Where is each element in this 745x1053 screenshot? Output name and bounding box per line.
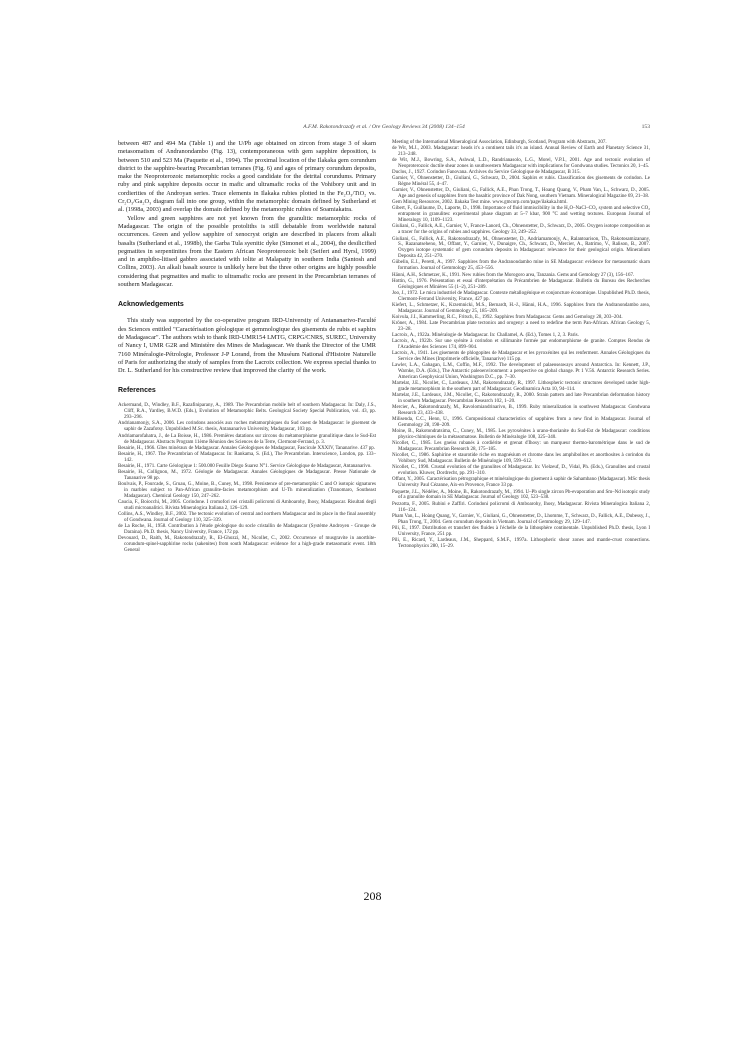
reference-entry: Andriamarofahatra, J., de La Boisse, H., 1986. Premières datations sur zircons du métamorphisme granulitique dans le Sud-Est de Madagascar. Abstracts Program 11ème Réunion des Sciences de la Terre, Clermont-Ferrand, p. 3. (118, 433, 376, 445)
reference-entry: Besairie, H., 1967. The Precambrian of Madagascar. In: Rankama, S. (Ed.), The Precambrian. Interscience, London, pp. 133–142. (118, 451, 376, 463)
discussion-paragraph: between 487 and 494 Ma (Table 1) and the U/Pb age obtained on zircon from stage 3 of skarn metasomatism of Andranondambo (Fig. 13), contemporaneous with gem sapphire deposition, is between 510 and 523 Ma (Paquette et al., 1994). The proximal location of the Ilakaka gem corundum district to the sapphire-bearing Precambrian terranes (Fig. 6) and ages of primary corundum deposits, make the Neoproterozoic metamorphic rocks a good candidate for the detrital corundums. Primary ruby and pink sapphire deposits occur in mafic and ultramafic rocks of the Vohibory unit and in cordierities of the Androyan series. Trace elements in Ilakaka rubies plotted in the Fe₂O₃/TiO₂ vs. Cr₂O₃/Ga₂O₃ diagram fall into one group, within the metamorphic domain defined by Sutherland et al. (1998a, 2003) and overlap the domain defined by the metamorphic rubies of Soamiakatra. (118, 140, 376, 214)
acknowledgements-heading: Acknowledgements (118, 301, 184, 309)
reference-entry: Martelat, J.E., Lardeaux, J.M., Nicollet, C., Rakotondrazafy, R., 2000. Strain pattern and late Precambrian deformation history in southern Madagascar. Precambrian Research 102, 1–20. (392, 393, 650, 405)
reference-entry: Caucia, F., Boiocchi, M., 2005. Corindone. I cromofori nei cristalli policromi di Amboarohy, Ihosy, Madagascar. Risultati degli studi microanalitici. Rivista Mineralogica Italiana 2, 126–129. (118, 500, 376, 512)
reference-entry: Hänni, A.H., Schmetzer, K., 1991. New rubies from the Morogoro area, Tanzania. Gems and Gemology 27 (3), 156–167. (392, 272, 635, 278)
reference-entry: Besairie, H., 1971. Carte Géologique 1: 500.000 Feuille Diego Suarez N°1. Service Géologique de Madagascar, Antananarivo. (118, 463, 372, 469)
reference-entry: Nicollet, C., 1985. Les gneiss rubanés à cordiérite et grenat d'Ihosy: un marqueur thermo-barométrique dans le sud de Madagascar. Precambrian Research 28, 175–185. (392, 441, 650, 453)
reference-entry: Duclos, J., 1927. Corindon Fanovana. Archives du Service Géologique de Madagascar, B 315. (392, 170, 581, 176)
reference-entry: Lacroix, A., 1941. Les gisements de phlogopites de Madagascar et les pyroxénites qui les renferment. Annales Géologiques du Service des Mines (Imprimerie officielle, Tananarive) 115 pp. (392, 351, 650, 362)
reference-entry: Hottin, G., 1976. Présentation et essai d'interprétation du Précambrien de Madagascar. Bulletin du Bureau des Recherches Géologiques et Minières 55 (1–2), 251–289. (392, 278, 650, 290)
reference-entry: Lawler, L.A., Gahagan, L.M., Coffin, M.F., 1992. The development of palaeoseaways around Antarctica. In: Kennett, J.P., Warnke, D.A. (Eds.), The Antarctic paleoenvironment: a perspective on global change. Pt 1 V.56. Antarctic Research Series. American Geophysical Union, Washington D.C., pp. 7–30. (392, 363, 650, 380)
reference-entry: de Wit, M.J., Bowring, S.A., Ashwal, L.D., Randrianasolo, L.G., Morel, V.P.I., 2001. Age and tectonic evolution of Neoproterozoic ductile shear zones in southwestern Madagascar with implications for Gondwana studies. Tectonics 20, 1–45. (392, 158, 650, 170)
reference-entry: Milisenda, C.C., Henn, U., 1996. Compositional characteristics of sapphires from a new find in Madagascar. Journal of Gemmology 28, 198–209. (392, 417, 650, 429)
reference-entry: Meeting of the International Mineralogical Association, Edinburgh, Scotland, Program with Abstracts, 207. (392, 140, 607, 145)
reference-entry: Pham Van, L., Hoàng Quang, V., Garnier, V., Giuliani, G., Ohnenstetter, D., Lhomme, T., Schwarz, D., Fallick, A.E., Dubessy, J., Phan Trong, T., 2004. Gem corundum deposits in Vietnam. Journal of Gemmology 29, 129–147. (392, 513, 650, 525)
reference-entry: Mercier, A., Rakotondrazafy, M., Ravolomiandrinarivo, B., 1999. Ruby mineralization in southwest Madagascar. Gondwana Research 23, 433–438. (392, 405, 650, 417)
reference-entry: Besairie, H., 1966. Gîtes minéraux de Madagascar. Annales Géologiques de Madagascar, Fascicule XXXIV, Tananarive. 437 pp. (118, 445, 375, 451)
references-list-right (392, 140, 650, 550)
references-list-left (118, 403, 376, 554)
reference-entry: Offant, Y., 2005. Caractérisation pétrographique et minéralogique du gisement à saphir de Sahambano (Madagascar). MSc thesis University Paul Cézanne, Aix-en Provence, France 33 pp. (392, 477, 650, 489)
reference-entry: de Wit, M.J., 2003. Madagascar: heads it's a continent tails it's an island. Annual Review of Earth and Planetary Science 31, 213–248. (392, 146, 650, 158)
journal-citation-header: A.F.M. Rakotondrazafy et al. / Ore Geology Reviews 34 (2008) 134–154 (303, 124, 465, 130)
reference-entry: Martelat, J.E., Nicollet, C., Lardeaux, J.M., Rakotondrazafy, R., 1997. Lithospheric tectonic structures developed under high-grade metamorphism in the southern part of Madagascar. Geodinamica Acta 10, 94–114. (392, 381, 650, 393)
left-column (118, 140, 376, 555)
reference-entry: Lacroix, A., 1922b. Sur une syénite à corindon et sillimanite formée par endomorphisme de granite. Comptes Rendus de l'Académie des Sciences 174, 899–904. (392, 338, 650, 350)
reference-entry: Garnier, V., Ohnenstetter, D., Giuliani, G., Schwarz, D., 2004. Saphirs et rubis. Classification des gisements de corindon. Le Règne Minéral 55, 4–47. (392, 176, 650, 188)
acknowledgements-text: This study was supported by the co-operative program IRD-University of Antananarivo-Faculté des Sciences entitled "Caractérisation géologique et gemmologique des gisements de rubis et saphirs de Madagascar". The authors wish to thank IRD-UMR154 LMTG, CRPG/CNRS, SUREC, University of Nancy I, UMR G2R and Ministère des Mines de Madagascar. We thank the Director of the UMR 7160 Minéralogie-Pétrologie, Professor J-P Lorand, from the Muséum National d'Histoire Naturelle of Paris for authorizing the study of samples from the Lacroix collection. We express special thanks to Dr. L. Sutherland for his constructive review that improved the clarity of the work. (118, 317, 376, 375)
reference-entry: Garnier, V., Ohnenstetter, D., Giuliani, G., Fallick, A.E., Phan Trong, T., Hoang Quang, V., Pham Van, L., Schwarz, D., 2005. Age and genesis of sapphires from the basaltic province of Dak Nong, southern Vietnam. Mineralogical Magazine 69, 21–38. (392, 188, 650, 200)
journal-page-number: 153 (641, 124, 650, 130)
reference-entry: Gübelin, E.J., Peretti, A., 1997. Sapphires from the Andranondambo mine in SE Madagascar: evidence for metasomatic skarn formation. Journal of Gemmology 25, 453–556. (392, 260, 650, 272)
reference-entry: Joo, J., 1972. Le mica industriel de Madagascar. Contexte métallogénique et conjoncture économique. Unpublished Ph.D. thesis, Clermont-Ferrand University, France, 427 pp. (392, 290, 650, 302)
reference-entry: Gem Mining Resources, 2002. Ilakaka Test mine. www.gmcorp.com/page/ilakaka.html. (392, 200, 568, 206)
right-column (392, 140, 650, 550)
reference-entry: Andrianamonjy, S.A., 2006. Les corindons associés aux roches métamorphiques du Sud ouest de Madagascar: le gisement de saphir de Zazafotsy. Unpublished M.Sc. thesis, Antananarivo University, Madagascar, 103 pp. (118, 421, 376, 433)
reference-entry: Pili, E., 1997. Distribution et transfert des fluides à l'échelle de la lithosphère continentale. Unpublished Ph.D. thesis, Lyon I University, France, 251 pp. (392, 525, 650, 537)
reference-entry: Boulvais, P., Fourcade, S., Gruau, G., Moine, B., Cuney, M., 1998. Persistence of pre-metamorphic C and O isotopic signatures in marbles subject to Pan-African granulite-facies metamorphism and U-Th mineralization (Tranomaro, Southeast Madagascar). Chemical Geology 150, 247–262. (118, 482, 376, 500)
reference-entry: de La Roche, H., 1958. Contribution à l'étude géologique du socle cristallin de Madagascar (Système Androyen - Groupe de Daraina). Ph.D. thesis, Nancy University, France, 172 pp. (118, 524, 376, 536)
reference-entry: Kröner, A., 1984. Late Precambrian plate tectonics and orogeny: a need to redefine the term Pan-African. African Geology 5, 23–28. (392, 320, 650, 332)
reference-entry: Nicollet, C., 1986. Saphirine et staurotide riche en magnésium et chrome dans les amphibolites et anorthosites à corindon du Vohibory Sud, Madagascar. Bulletin de Minéralogie 109, 599–612. (392, 453, 650, 465)
reference-entry: Giuliani, G., Fallick, A.E., Garnier, V., France-Lanord, Ch., Ohnenstetter, D., Schwarz, D., 2005. Oxygen isotope composition as a tracer for the origins of rubies and sapphires. Geology 33, 249–252. (392, 224, 650, 236)
page-number: 208 (363, 889, 382, 903)
reference-entry: Nicollet, C., 1990. Crustal evolution of the granulites of Madagascar. In: Vielzeuf, D., Vidal, Ph. (Eds.), Granulites and crustal evolution. Kluwer, Dordrecht, pp. 291–310. (392, 465, 650, 477)
reference-entry: Lacroix, A., 1922a. Minéralogie de Madagascar. In: Challamel, A. (Ed.), Tomes 1, 2, 3. Paris. (392, 332, 579, 338)
reference-entry: Pezzotta, F., 2005. Rubini e Zaffiri. Corindoni policromi di Amboarohy, Ihosy, Madagascar. Rivista Mineralogica Italiana 2, 116–124. (392, 501, 650, 513)
reference-entry: Koivula, J.I., Kammerling, R.C., Fritsch, E., 1992. Sapphires from Madagascar. Gems and Gemology 28, 203–204. (392, 314, 623, 320)
reference-entry: Collins, A.S., Windley, B.F., 2002. The tectonic evolution of central and northern Madagascar and its place in the final assembly of Gondwana. Journal of Geology 110, 325–339. (118, 512, 376, 524)
references-heading: References (118, 387, 156, 395)
reference-entry: Devouard, D., Raith, M., Rakotondrazafy, R., El-Ghozzi, M., Nicollet, C., 2002. Occurrence of musgravite in anorthite-corundum-spinel-sapphirine rocks (sakenites) from south Madagascar: evidence for a high-grade metasomatic event. 18th General (118, 536, 376, 554)
reference-entry: Ackermand, D., Windley, B.F., Razafiniparany, A., 1989. The Precambrian mobile belt of southern Madagascar. In: Daly, J.S., Cliff, R.A., Yardley, B.W.D. (Eds.), Evolution of Metamorphic Belts. Geological Society Special Publication, vol. 43, pp. 293–296. (118, 403, 376, 421)
reference-entry: Kiefert, L., Schmetzer, K., Krzemnicki, M.S., Bernardt, H.-J., Hänni, H.A., 1996. Sapphires from the Andranondambo area, Madagascar. Journal of Gemmology 25, 185–209. (392, 302, 650, 314)
reference-entry: Moine, B., Rakotondratsima, C., Cuney, M., 1985. Les pyroxénites à urano-thorianite du Sud-Est de Madagascar: conditions physico-chimiques de la métasomatose. Bulletin de Minéralogie 108, 325–340. (392, 429, 650, 441)
reference-entry: Giuliani, G., Fallick, A.E., Rakotondrazafy, M., Ohnenstetter, D., Andriamamonjy, A., Ralantoarison, Th., Rakotosamizanany, S., Razanatseheno, M., Offant, Y., Garnier, V., Dunaigre, Ch., Schwarz, D., Mercier, A., Ratrimo, V., Ralison, B., 2007. Oxygen isotope systematic of gem corundum deposits in Madagascar: relevance for their geological origin. Mineralium Deposita 42, 251–270. (392, 236, 650, 260)
reference-entry: Pili, E., Ricard, Y., Lardeaux, J.M., Sheppard, S.M.F., 1997a. Lithospheric shear zones and mantle-crust connections. Tectonophysics 280, 15–29. (392, 537, 650, 549)
reference-entry: Besairie, H., Collignon, M., 1972. Géologie de Madagascar. Annales Géologiques de Madagascar. Presse Nationale de Tananarive 98 pp. (118, 470, 376, 481)
discussion-paragraph: Yellow and green sapphires are not yet known from the granulitic metamorphic rocks of Madagascar. The origin of the possible protoliths is still debatable from worldwide natural occurrences. Green and yellow sapphire of xenocryst origin are described in placers from alkali basalts (Sutherland et al., 1998b), the Garba Tula syenitic dyke (Simonet et al., 2004), the desilicified pegmatites in serpentinites from the Eastern African Neoproterozoic belt (Seifert and Hyrsl, 1999) and in amphibo-litised gabbro associated with iolite at Malapatty in southern India (Santosh and Collins, 2003). An alkali basalt source is unlikely here but the three other origins are highly possible considering that pegmatites and mafic to ultramafic rocks are present in the Precambrian terranes of southern Madagascar. (118, 214, 376, 289)
reference-entry: Gibert, F., Guillaume, D., Laporte, D., 1998. Importance of fluid immiscibility in the H₂O–NaCl–CO₂ system and selective CO₂ entrapment in granulites: experimental phase diagram at 5–7 kbar, 900 °C and wetting textures. European Journal of Mineralogy 10, 1109–1123. (392, 206, 650, 224)
reference-entry: Paquette, J.L., Nédélec, A., Moine, B., Rakotondrazafy, M., 1994. U–Pb single zircon Pb-evaporation and Sm–Nd isotopic study of a granulite domain in SE Madagascar. Journal of Geology 102, 523–538. (392, 489, 650, 501)
